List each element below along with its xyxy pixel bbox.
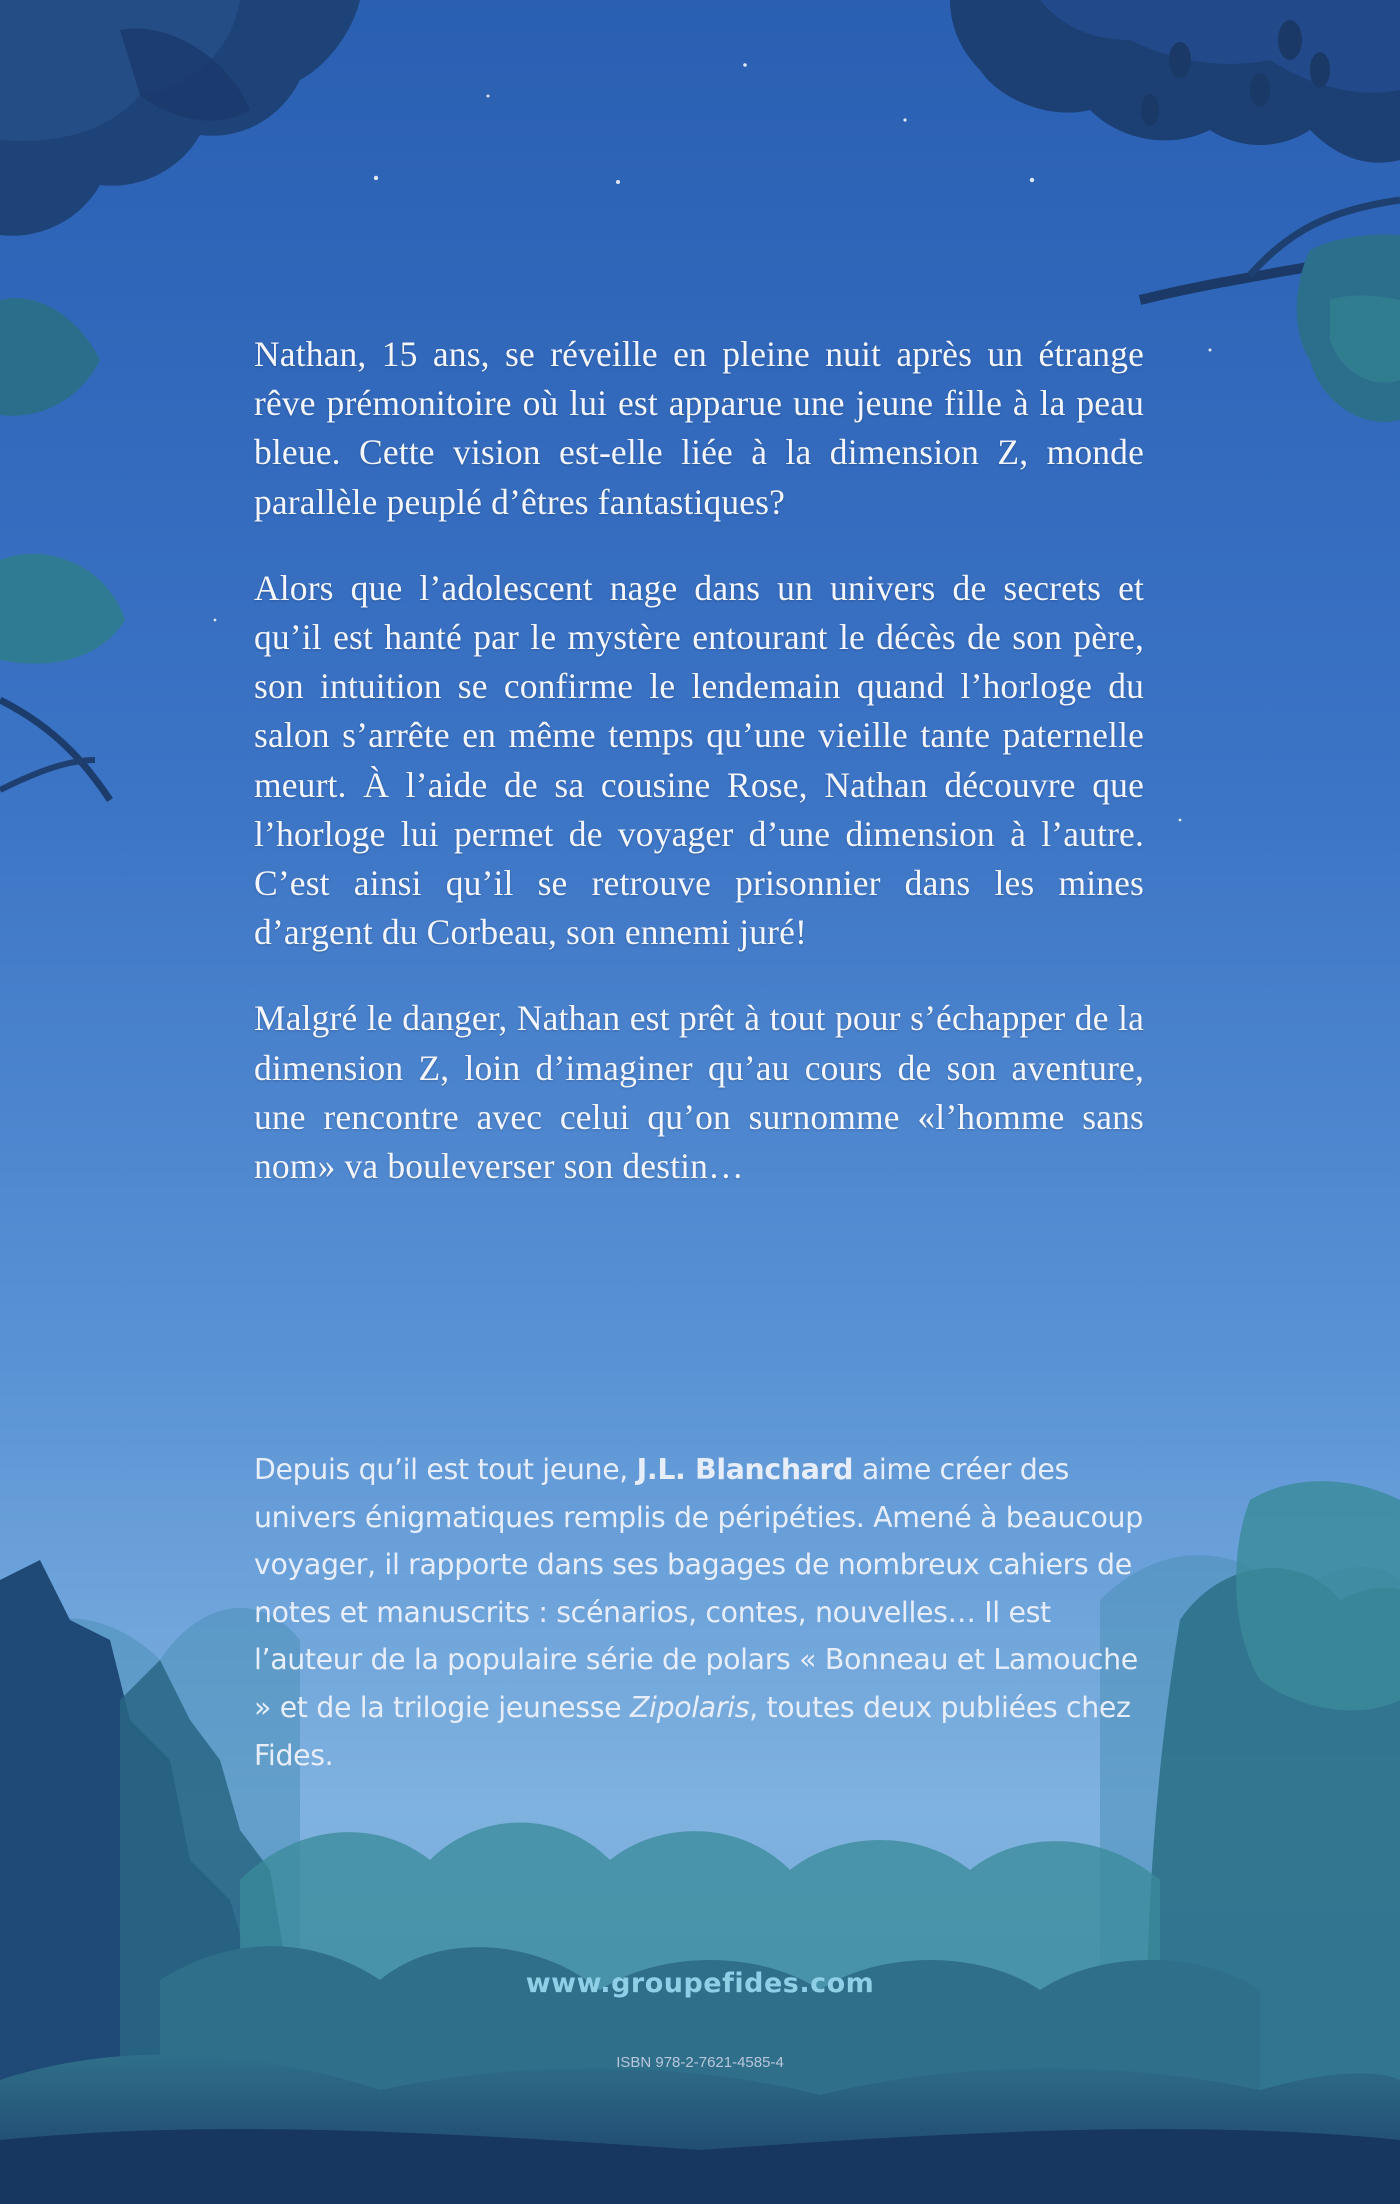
publisher-website[interactable]: www.groupefides.com <box>525 1968 875 1999</box>
isbn: ISBN 978-2-7621-4585-4 <box>616 2054 784 2071</box>
synopsis-paragraph: Alors que l’adolescent nage dans un univers de secrets et qu’il est hanté par le mystère entourant le décès de son père, son intuition se confirme le lendemain quand l’horloge du salon s’arrête en même temps qu’une vieille tante paternelle meurt. À l’aide de sa cousine Rose, Nathan découvre que l’horloge lui permet de voyager d’une dimension à l’autre. C’est ainsi qu’il se retrouve prisonnier dans les mines d’argent du Corbeau, son ennemi juré! <box>254 567 1144 953</box>
author-name: J.L. Blanchard <box>636 1453 854 1486</box>
bio-intro: Depuis qu’il est tout jeune, <box>254 1453 637 1486</box>
bio-end: , toutes deux publiées chez Fides. <box>254 1690 1131 1772</box>
synopsis <box>254 330 1144 1228</box>
bio-middle: aime créer des univers énigmatiques remplis de péripéties. Amené à beaucoup voyager, il rapporte dans ses bagages de nombreux cahiers de notes et manuscrits : scénarios, contes, nouvelles… Il est l’auteur de la populaire série de polars « Bonneau et Lamouche » et de la trilogie jeunesse <box>254 1453 1143 1724</box>
synopsis-paragraph: Nathan, 15 ans, se réveille en pleine nuit après un étrange rêve prémonitoire où lui est apparue une jeune fille à la peau bleue. Cette vision est-elle liée à la dimension Z, monde parallèle peuplé d’êtres fantastiques? <box>254 334 1144 522</box>
synopsis-paragraph: Malgré le danger, Nathan est prêt à tout pour s’échapper de la dimension Z, loin d’imaginer qu’au cours de son aventure, une rencontre avec celui qu’on surnomme «l’homme sans nom» va bouleverser son destin… <box>254 998 1144 1187</box>
author-bio <box>254 1446 1154 1779</box>
series-title: Zipolaris <box>629 1690 750 1724</box>
